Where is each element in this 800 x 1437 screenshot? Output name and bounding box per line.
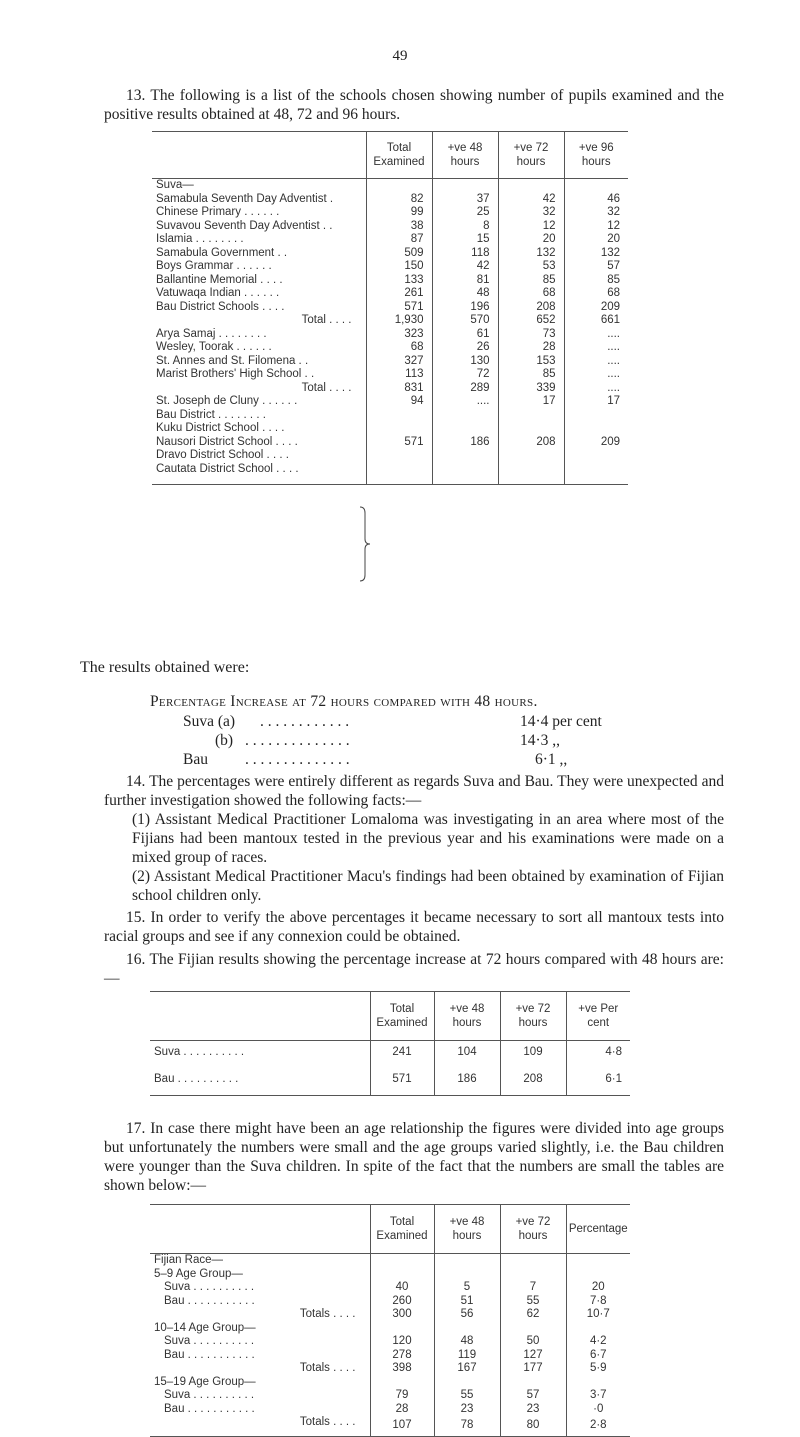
total-row: Total . . . . 1,930 570 652 661 xyxy=(152,314,628,328)
table-row: Arya Samaj . . . . . . . . 323 61 73 .... xyxy=(152,328,628,342)
pct-value-bau: 6·1 ,, xyxy=(535,751,568,768)
suva-group-label: Suva— xyxy=(156,179,194,191)
race-label: Fijian Race— xyxy=(154,1254,224,1266)
finding-2: (2) Assistant Medical Practitioner Macu's findings had been obtained by examination of Fijian school children only. xyxy=(132,868,724,904)
pct-value-suva-b: 14·3 ,, xyxy=(520,732,561,749)
table-row: Suva . . . . . . . . . . 120 48 50 4·2 xyxy=(150,1335,630,1349)
pct-dots: . . . . . . . . . . . . . . xyxy=(245,732,350,749)
total-row: Totals . . . . 107 78 80 2·8 xyxy=(150,1416,630,1436)
paragraph-15: 15. In order to verify the above percentages it became necessary to sort all mantoux tests into racial groups and see if any connexion could be obtained. xyxy=(104,909,724,945)
table-row: Boys Grammar . . . . . . 150 42 53 57 xyxy=(152,260,628,274)
table-row: Bau . . . . . . . . . . . 260 51 55 7·8 xyxy=(150,1295,630,1309)
fijian-results-header: Total Examined +ve 48 hours +ve 72 hours +ve Per cent xyxy=(150,992,630,1041)
finding-1: (1) Assistant Medical Practitioner Lomaloma was investigating in an area where most of the Fijians had been mantoux tested in the previous year and his examinations were made on a mixed group of races. xyxy=(132,811,724,866)
fijian-results-table xyxy=(150,991,630,1096)
table-row: Islamia . . . . . . . . 87 15 20 20 xyxy=(152,233,628,247)
paragraph-16: 16. The Fijian results showing the percentage increase at 72 hours compared with 48 hours are:— xyxy=(104,951,724,987)
table-row: St. Annes and St. Filomena . . 327 130 153 .... xyxy=(152,355,628,369)
table-row: Samabula Government . . 509 118 132 132 xyxy=(152,247,628,261)
age-group-label: 15–19 Age Group— xyxy=(154,1375,256,1388)
table-row: Wesley, Toorak . . . . . . 68 26 28 .... xyxy=(152,341,628,355)
table-row: St. Joseph de Cluny . . . . . . 94 .... 17 17 xyxy=(152,395,628,409)
percentage-heading: Percentage Increase at 72 hours compared with 48 hours. xyxy=(150,693,538,710)
age-group-label: 5–9 Age Group— xyxy=(154,1267,243,1280)
age-group-header: Total Examined +ve 48 hours +ve 72 hours Percentage xyxy=(150,1205,630,1254)
col-total-examined: Total Examined xyxy=(366,132,432,179)
brace-icon xyxy=(358,505,372,583)
paragraph-13 xyxy=(104,86,724,124)
table-row: Cautata District School . . . . xyxy=(152,463,628,485)
table-row: Chinese Primary . . . . . . 99 25 32 32 xyxy=(152,206,628,220)
table-row: Suva . . . . . . . . . . 79 55 57 3·7 xyxy=(150,1389,630,1403)
schools-table xyxy=(152,131,628,485)
table-row: Suva . . . . . . . . . . 40 5 7 20 xyxy=(150,1281,630,1295)
pct-dots: . . . . . . . . . . . . . . xyxy=(245,751,350,768)
pct-value-suva-a: 14·4 per cent xyxy=(520,713,602,730)
col-72-hours: +ve 72 hours xyxy=(498,132,564,179)
total-row: Totals . . . . 300 56 62 10·7 xyxy=(150,1308,630,1322)
age-group-table xyxy=(150,1204,630,1437)
paragraph-14: 14. The percentages were entirely different as regards Suva and Bau. They were unexpected and further investigation showed the following facts:— xyxy=(104,773,724,809)
pct-label-bau: Bau xyxy=(183,751,208,768)
table-row: Nausori District School . . . . 571 186 208 209 xyxy=(152,436,628,450)
table-row: Bau District Schools . . . . 571 196 208 209 xyxy=(152,301,628,315)
page-number: 49 xyxy=(392,48,408,64)
table-row: Marist Brothers' High School . . 113 72 85 .... xyxy=(152,368,628,382)
pct-dots: . . . . . . . . . . . . xyxy=(260,713,350,730)
col-48-hours: +ve 48 hours xyxy=(432,132,498,179)
pct-label-suva-b: (b) xyxy=(215,732,234,749)
total-row: Total . . . . 831 289 339 .... xyxy=(152,382,628,396)
table-row: Bau District . . . . . . . . xyxy=(152,409,628,423)
table-row: Suva . . . . . . . . . . 241 104 109 4·8 xyxy=(150,1041,630,1066)
pct-label-suva-a: Suva (a) xyxy=(183,713,236,730)
table-row: Bau . . . . . . . . . . 571 186 208 6·1 xyxy=(150,1065,630,1096)
table-row: Samabula Seventh Day Adventist . 82 37 42 46 xyxy=(152,193,628,207)
table-row: Vatuwaqa Indian . . . . . . 261 48 68 68 xyxy=(152,287,628,301)
table-row: Dravo District School . . . . xyxy=(152,449,628,463)
table-row: Kuku District School . . . . xyxy=(152,422,628,436)
results-intro: The results obtained were: xyxy=(80,659,250,676)
paragraph-13-text: 13. The following is a list of the schools chosen showing number of pupils examined and the positive results obtained at 48, 72 and 96 hours. xyxy=(104,87,724,123)
table-row: Bau . . . . . . . . . . . 278 119 127 6·7 xyxy=(150,1349,630,1363)
paragraph-17: 17. In case there might have been an age relationship the figures were divided into age groups but unfortunately the numbers were small and the age groups varied slightly, i.e. the Bau children were younger than the Suva children. In spite of the fact that the numbers are small the tables are shown below:— xyxy=(104,1120,724,1194)
col-96-hours: +ve 96 hours xyxy=(564,132,628,179)
total-row: Totals . . . . 398 167 177 5·9 xyxy=(150,1362,630,1376)
table-row: Bau . . . . . . . . . . . 28 23 23 ·0 xyxy=(150,1403,630,1417)
schools-table-header xyxy=(152,132,628,179)
table-row: Ballantine Memorial . . . . 133 81 85 85 xyxy=(152,274,628,288)
age-group-label: 10–14 Age Group— xyxy=(154,1321,256,1334)
table-row: Suvavou Seventh Day Adventist . . 38 8 12 12 xyxy=(152,220,628,234)
